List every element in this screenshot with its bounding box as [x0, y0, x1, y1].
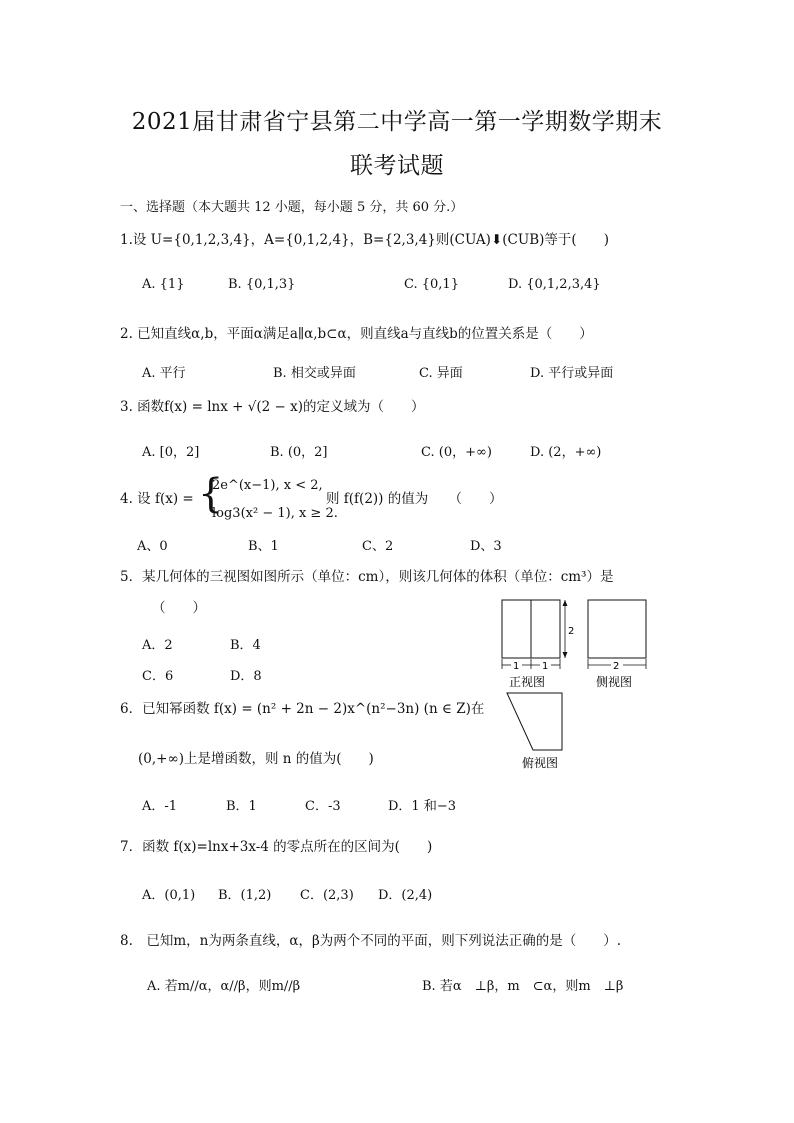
- question-1-option-d: D. {0,1,2,3,4}: [508, 277, 601, 292]
- question-3-stem: 3. 函数f(x) = lnx + √(2 − x)的定义域为（ ）: [120, 399, 425, 415]
- question-7-stem: 7．函数 f(x)=lnx+3x-4 的零点所在的区间为( ): [120, 839, 433, 855]
- question-4-option-b: B、1: [248, 539, 279, 554]
- top-view-shape: [507, 693, 562, 750]
- arrow-down-icon: [563, 652, 568, 658]
- question-4-case-2: log3(x² − 1), x ≥ 2.: [212, 506, 338, 521]
- question-6-option-c: C．-3: [305, 799, 341, 814]
- question-2-option-d: D. 平行或异面: [530, 366, 614, 381]
- question-3-option-a: A. [0，2]: [142, 445, 200, 460]
- question-6-option-b: B．1: [226, 799, 257, 814]
- question-5-blank: （ ）: [152, 600, 206, 616]
- front-dim-2-label: 1: [542, 661, 549, 672]
- front-view-label: 正视图: [509, 675, 546, 689]
- question-6-option-a: A．-1: [142, 799, 178, 814]
- question-1-option-b: B. {0,1,3}: [228, 277, 296, 292]
- question-1-option-c: C. {0,1}: [404, 277, 459, 292]
- side-view-label: 侧视图: [596, 675, 633, 689]
- question-2-option-c: C. 异面: [419, 366, 463, 381]
- question-3-option-c: C. (0，+∞): [421, 445, 492, 460]
- question-3-option-d: D. (2，+∞): [530, 445, 602, 460]
- height-dim-label: 2: [568, 626, 575, 637]
- question-4-option-a: A、0: [137, 539, 168, 554]
- question-3-option-b: B. (0，2]: [270, 445, 328, 460]
- question-6-stem-2: (0,+∞)上是增函数，则 n 的值为( ): [138, 751, 374, 767]
- question-8-option-b: B. 若α ⊥β，m ⊂α，则m ⊥β: [422, 979, 624, 994]
- front-dim-1-label: 1: [513, 661, 520, 672]
- page-title-line2: 联考试题: [350, 153, 444, 179]
- question-1-option-a: A. {1}: [142, 277, 185, 292]
- question-4-option-d: D、3: [470, 539, 502, 554]
- question-7-option-b: B．(1,2): [218, 888, 272, 903]
- side-view-rect: [588, 600, 646, 658]
- arrow-up-icon: [563, 600, 568, 606]
- question-5-stem: 5．某几何体的三视图如图所示（单位：cm），则该几何体的体积（单位：cm³）是: [120, 569, 614, 585]
- question-2-option-a: A. 平行: [142, 366, 186, 381]
- section-heading: 一、选择题（本大题共 12 小题，每小题 5 分，共 60 分.）: [120, 200, 464, 215]
- question-4-case-1: 2e^(x−1), x < 2,: [212, 478, 323, 493]
- question-4-suffix: 则 f(f(2)) 的值为 （ ）: [326, 491, 503, 507]
- question-7-option-c: C．(2,3): [300, 888, 354, 903]
- top-view-label: 俯视图: [522, 756, 559, 770]
- three-view-figure: [495, 595, 665, 775]
- question-5-option-a: A．2: [142, 638, 173, 653]
- question-7-option-d: D．(2,4): [378, 888, 433, 903]
- side-dim-label: 2: [613, 661, 620, 672]
- page-title: 2021届甘肃省宁县第二中学高一第一学期数学期末: [131, 109, 663, 135]
- question-4-option-c: C、2: [362, 539, 394, 554]
- question-5-option-c: C．6: [142, 669, 174, 684]
- question-1-stem: 1.设 U={0,1,2,3,4}，A={0,1,2,4}，B={2,3,4}则(CUA)⬇(CUB)等于( ): [120, 232, 609, 248]
- question-2-option-b: B. 相交或异面: [273, 366, 356, 381]
- question-7-option-a: A．(0,1): [142, 888, 196, 903]
- brace-icon: {: [198, 471, 224, 517]
- question-5-option-d: D．8: [230, 669, 262, 684]
- question-6-stem: 6．已知幂函数 f(x) = (n² + 2n − 2)x^(n²−3n) (n ∈ Z)在: [120, 701, 485, 717]
- question-6-option-d: D．1 和−3: [388, 799, 456, 814]
- question-8-option-a: A. 若m//α，α//β，则m//β: [147, 979, 301, 994]
- question-8-stem: 8. 已知m，n为两条直线，α，β为两个不同的平面，则下列说法正确的是（ ）.: [120, 933, 622, 949]
- question-4-prefix: 4. 设 f(x) =: [120, 491, 194, 507]
- question-2-stem: 2. 已知直线α,b，平面α满足a∥α,b⊂α，则直线a与直线b的位置关系是（ ）: [120, 326, 593, 342]
- question-5-option-b: B．4: [230, 638, 261, 653]
